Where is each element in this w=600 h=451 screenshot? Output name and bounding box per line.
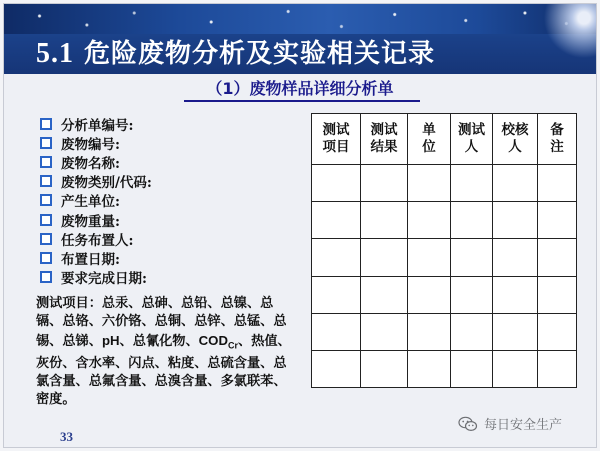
- table-row: [312, 239, 577, 276]
- table-row: [312, 313, 577, 350]
- square-bullet-icon: [40, 271, 52, 283]
- field-label: 要求完成日期:: [61, 271, 147, 288]
- header-line: 人: [508, 139, 522, 155]
- table-cell: [538, 202, 577, 239]
- table-cell: [451, 313, 493, 350]
- field-list: [40, 114, 152, 287]
- watermark-text: 每日安全生产: [484, 418, 563, 433]
- table-cell: [538, 165, 577, 202]
- square-bullet-icon: [40, 118, 52, 130]
- table-cell: [538, 276, 577, 313]
- section-title: 危险废物分析及实验相关记录: [84, 39, 436, 69]
- table-cell: [493, 165, 538, 202]
- table-cell: [538, 313, 577, 350]
- field-label: 废物编号:: [61, 136, 120, 153]
- field-label: 废物类别/代码:: [61, 175, 152, 192]
- header-line: 位: [422, 139, 436, 155]
- table-cell: [312, 313, 361, 350]
- table-cell: [451, 239, 493, 276]
- table-cell: [538, 239, 577, 276]
- watermark: [458, 414, 562, 433]
- field-item: [40, 133, 152, 152]
- square-bullet-icon: [40, 194, 52, 206]
- square-bullet-icon: [40, 233, 52, 245]
- ph-term: pH: [101, 332, 120, 348]
- test-items-text-1: 测试项目：总汞、总砷、总铅、总镍、总镉、总铬、六价铬、总铜、总锌、总锰、总锡、总锑、: [36, 296, 287, 349]
- square-bullet-icon: [40, 175, 52, 187]
- table-cell: [361, 313, 408, 350]
- table-row: [312, 350, 577, 387]
- table-cell: [312, 165, 361, 202]
- cod-subscript: Cr: [227, 340, 238, 351]
- table-cell: [451, 202, 493, 239]
- table-cell: [493, 313, 538, 350]
- header-line: 人: [464, 139, 479, 155]
- table-cell: [361, 239, 408, 276]
- table-cell: [312, 276, 361, 313]
- header-test-item: [312, 114, 361, 165]
- field-item: [40, 114, 152, 133]
- field-item: [40, 152, 152, 171]
- table-cell: [451, 276, 493, 313]
- slide-title: [36, 33, 435, 70]
- header-line: 项目: [322, 139, 350, 155]
- header-line: 测试: [458, 122, 485, 138]
- table-body: [312, 165, 577, 388]
- table-cell: [451, 350, 493, 387]
- table-cell: [408, 313, 451, 350]
- test-items-paragraph: [36, 295, 298, 409]
- table-row: [312, 165, 577, 202]
- page-number: 33: [60, 429, 73, 444]
- header-tester: [451, 114, 493, 165]
- table-cell: [538, 350, 577, 387]
- header-line: 测试: [322, 122, 350, 138]
- header-remarks: [538, 114, 577, 165]
- field-item: [40, 268, 152, 287]
- table-cell: [408, 202, 451, 239]
- test-items-text-2: 、总氰化物、: [119, 333, 199, 349]
- field-item: [40, 191, 152, 210]
- table-row: [312, 276, 577, 313]
- cod-main: COD: [198, 332, 228, 348]
- header-unit: [408, 114, 451, 165]
- header-line: 注: [550, 139, 564, 155]
- header-sparkle-band: [4, 4, 596, 34]
- field-label: 分析单编号:: [61, 117, 134, 134]
- table-cell: [312, 239, 361, 276]
- table-row: [312, 202, 577, 239]
- field-label: 任务布置人:: [61, 232, 134, 249]
- table-cell: [493, 239, 538, 276]
- field-item: [40, 248, 152, 267]
- field-label: 废物名称:: [61, 155, 120, 172]
- table-cell: [493, 202, 538, 239]
- square-bullet-icon: [40, 156, 52, 168]
- header-checker: [493, 114, 538, 165]
- table-cell: [408, 276, 451, 313]
- field-item: [40, 229, 152, 248]
- field-item: [40, 172, 152, 191]
- header-line: 单: [422, 122, 436, 138]
- table-cell: [361, 165, 408, 202]
- header-bar: [4, 4, 596, 74]
- table-cell: [408, 239, 451, 276]
- table-cell: [361, 276, 408, 313]
- header-glow: [536, 4, 596, 74]
- table-cell: [361, 350, 408, 387]
- subtitle-underline: [184, 100, 420, 102]
- square-bullet-icon: [40, 137, 52, 149]
- cod-term: [198, 332, 238, 351]
- field-item: [40, 210, 152, 229]
- section-number: 5.1: [36, 38, 74, 69]
- table-cell: [312, 202, 361, 239]
- wechat-icon: [458, 416, 478, 432]
- table-cell: [408, 165, 451, 202]
- table-cell: [493, 276, 538, 313]
- square-bullet-icon: [40, 252, 52, 264]
- header-line: 备: [550, 122, 564, 138]
- field-label: 布置日期:: [61, 251, 120, 268]
- table-header-row: [312, 114, 577, 165]
- field-label: 废物重量:: [61, 213, 120, 230]
- field-label: 产生单位:: [61, 194, 120, 211]
- table-cell: [312, 350, 361, 387]
- header-test-result: [361, 114, 408, 165]
- table-cell: [361, 202, 408, 239]
- header-line: 测试: [370, 122, 398, 138]
- analysis-table: [311, 113, 577, 388]
- table-cell: [493, 350, 538, 387]
- header-line: 结果: [370, 139, 398, 155]
- square-bullet-icon: [40, 214, 52, 226]
- form-subtitle: （1）废物样品详细分析单: [206, 79, 394, 98]
- test-items-text-3: 、热值、灰份、含水率、闪点、粘度、总硫含量、总氯含量、总氟含量、总溴含量、多氯联苯、密度。: [36, 333, 291, 408]
- header-line: 校核: [501, 122, 529, 138]
- table-cell: [408, 350, 451, 387]
- table-cell: [451, 165, 493, 202]
